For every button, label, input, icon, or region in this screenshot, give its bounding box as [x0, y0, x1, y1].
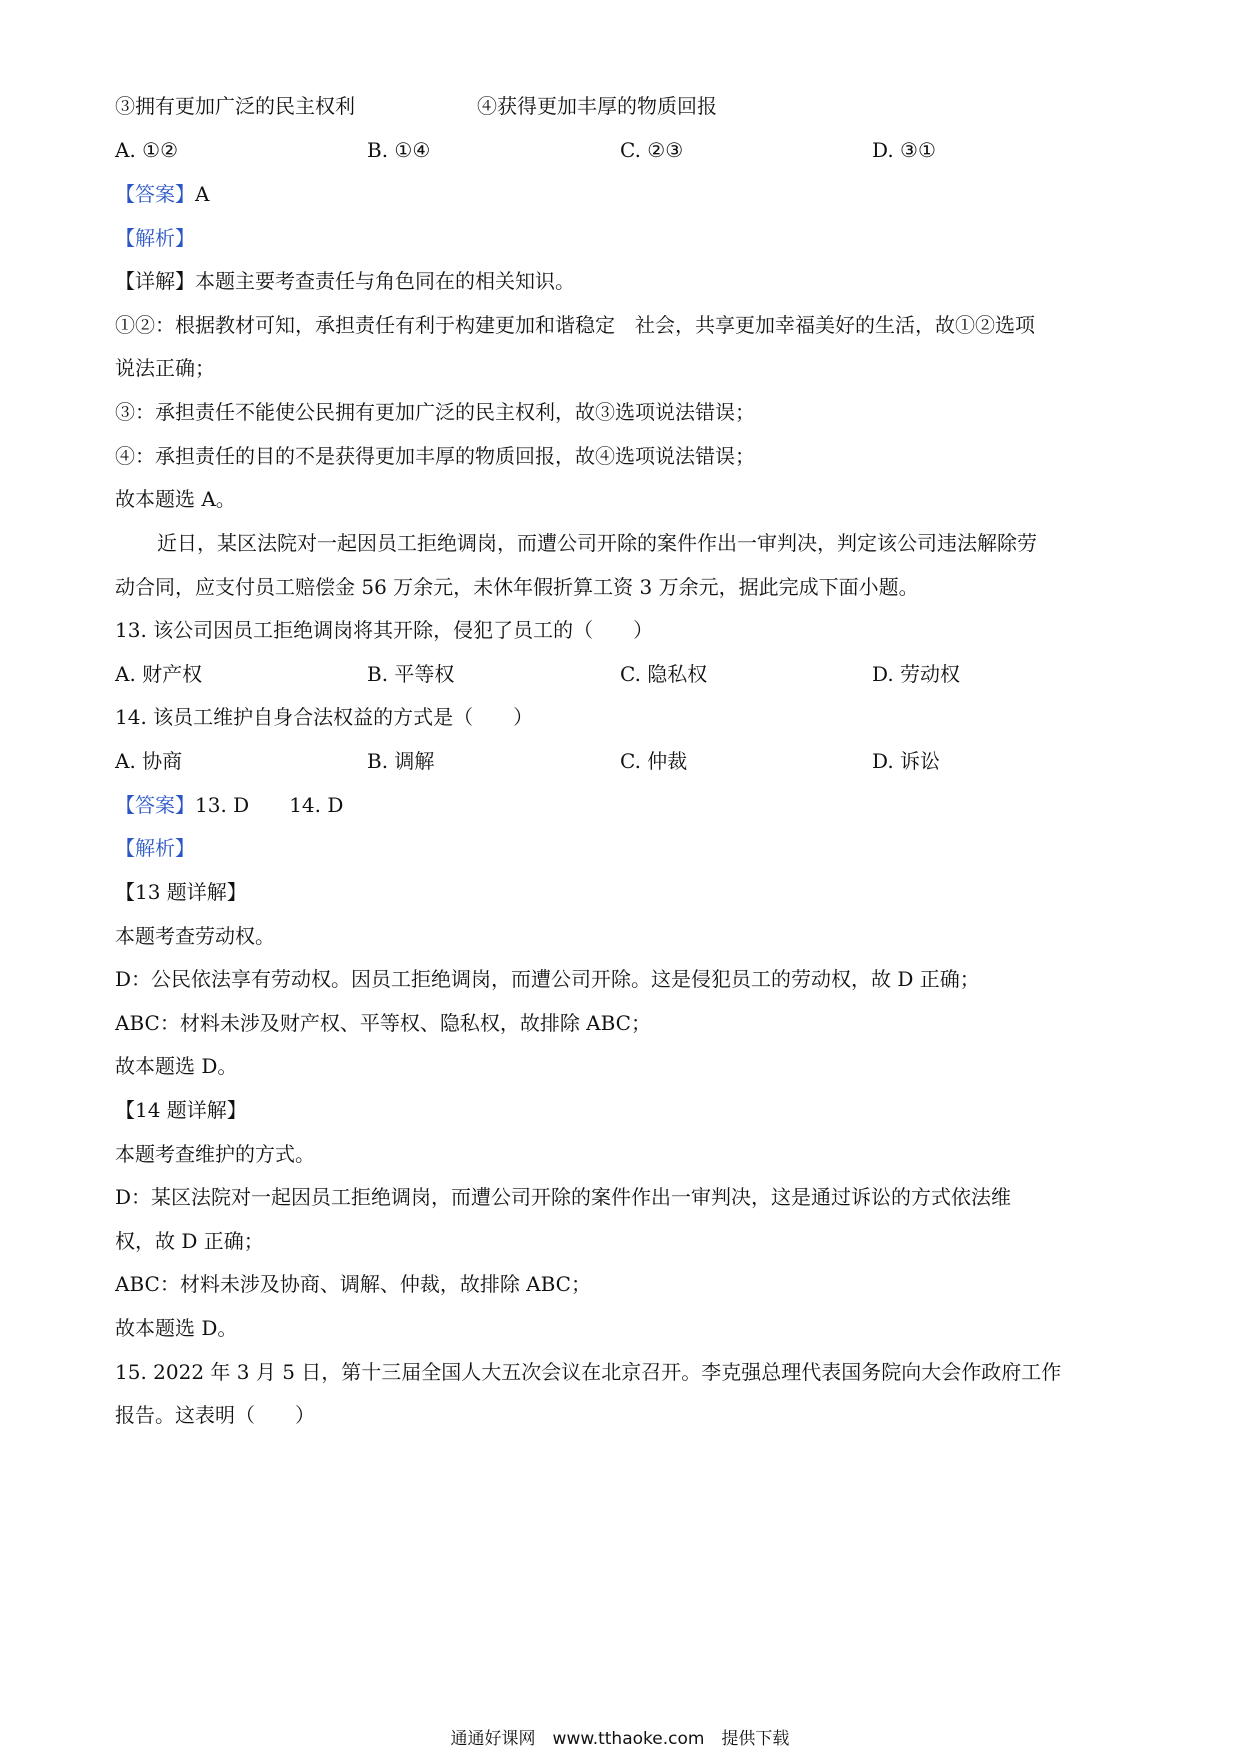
analysis-tag: 【解析】: [115, 836, 195, 860]
q15-stem-line-2: 报告。这表明（ ）: [115, 1403, 315, 1427]
q12-detail-line: ④：承担责任的目的不是获得更加丰厚的物质回报，故④选项说法错误；: [115, 444, 755, 468]
q14-detail-line: D：某区法院对一起因员工拒绝调岗，而遭公司开除的案件作出一审判决，这是通过诉讼的方式依法维: [115, 1185, 1012, 1209]
detail-tag: 【详解】: [115, 269, 195, 293]
q13-detail-line: ABC：材料未涉及财产权、平等权、隐私权，故排除 ABC；: [115, 1011, 651, 1035]
q12-choice-4: ④获得更加丰厚的物质回报: [477, 94, 717, 118]
q14-option-a: A. 协商: [115, 749, 183, 773]
q14-detail-line: 本题考查维护的方式。: [115, 1142, 315, 1166]
q12-option-c: C. ②③: [620, 138, 684, 162]
q12-detail-line: ③：承担责任不能使公民拥有更加广泛的民主权利，故③选项说法错误；: [115, 400, 755, 424]
q12-answer: [115, 179, 1125, 209]
q14-stem: 14. 该员工维护自身合法权益的方式是（ ）: [115, 705, 534, 729]
q14-conclusion: 故本题选 D。: [115, 1316, 238, 1340]
page-footer[interactable]: 通通好课网 www.tthaoke.com 提供下载: [450, 1729, 790, 1749]
q12-choice-3: ③拥有更加广泛的民主权利: [115, 94, 355, 118]
q13-stem: 13. 该公司因员工拒绝调岗将其开除，侵犯了员工的（ ）: [115, 618, 654, 642]
q14-detail-line: 权，故 D 正确；: [115, 1229, 264, 1253]
q13-option-c: C. 隐私权: [620, 662, 708, 686]
q12-option-b: B. ①④: [367, 138, 431, 162]
q14-detail-tag: 【14 题详解】: [115, 1098, 247, 1122]
answer-value: 13. D 14. D: [195, 793, 344, 817]
answer-tag: 【答案】: [115, 793, 195, 817]
q14-option-d: D. 诉讼: [872, 749, 941, 773]
q13-detail-tag: 【13 题详解】: [115, 880, 247, 904]
q12-option-a: A. ①②: [115, 138, 179, 162]
answer-tag: 【答案】: [115, 182, 195, 206]
answer-value: A: [195, 182, 210, 206]
q12-detail-line: ①②：根据教材可知，承担责任有利于构建更加和谐稳定 社会，共享更加幸福美好的生活，故①②选项: [115, 313, 1035, 337]
material-line-2: 动合同，应支付员工赔偿金 56 万余元，未休年假折算工资 3 万余元，据此完成下面小题。: [115, 575, 919, 599]
q12-conclusion: 故本题选 A。: [115, 487, 236, 511]
q15-stem-line-1: 15. 2022 年 3 月 5 日，第十三届全国人大五次会议在北京召开。李克强总理代表国务院向大会作政府工作: [115, 1360, 1062, 1384]
q14-option-b: B. 调解: [367, 749, 435, 773]
q14-option-c: C. 仲裁: [620, 749, 688, 773]
material-line-1: 近日，某区法院对一起因员工拒绝调岗，而遭公司开除的案件作出一审判决，判定该公司违法解除劳: [157, 531, 1037, 555]
q13-option-d: D. 劳动权: [872, 662, 961, 686]
detail-text: 本题主要考查责任与角色同在的相关知识。: [195, 269, 575, 293]
q13-detail-line: 本题考查劳动权。: [115, 924, 275, 948]
q12-detail-line: 说法正确；: [115, 356, 215, 380]
q13-detail-line: D：公民依法享有劳动权。因员工拒绝调岗，而遭公司开除。这是侵犯员工的劳动权，故 D 正确；: [115, 967, 980, 991]
q13-option-a: A. 财产权: [115, 662, 203, 686]
q13-conclusion: 故本题选 D。: [115, 1054, 238, 1078]
q12-detail: [115, 266, 1125, 296]
q13-14-answer: [115, 790, 1125, 820]
q14-detail-line: ABC：材料未涉及协商、调解、仲裁，故排除 ABC；: [115, 1272, 591, 1296]
analysis-tag: 【解析】: [115, 226, 195, 250]
q12-option-d: D. ③①: [872, 138, 936, 162]
q13-option-b: B. 平等权: [367, 662, 455, 686]
